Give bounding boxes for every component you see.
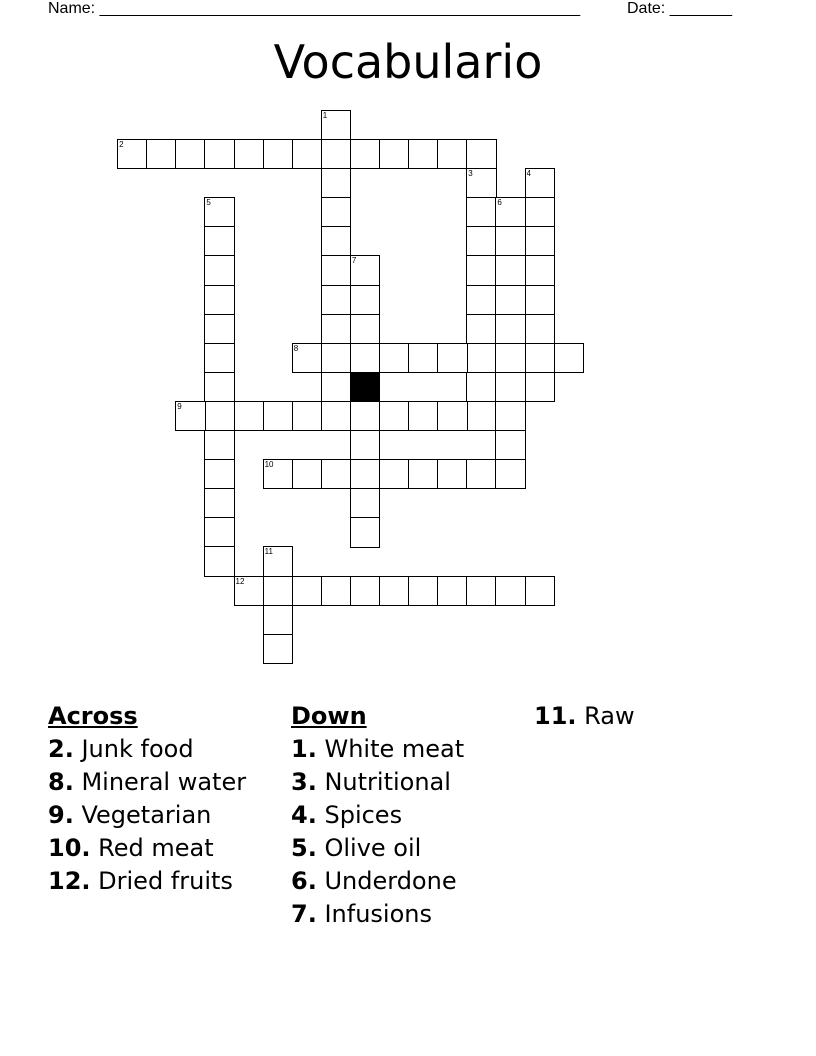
crossword-cell[interactable] <box>204 430 234 460</box>
crossword-cell[interactable] <box>495 459 525 489</box>
crossword-cell[interactable] <box>466 459 496 489</box>
clue-item <box>48 799 253 832</box>
clue-item <box>534 700 739 733</box>
down-clue-list-continued <box>534 700 739 733</box>
crossword-cell[interactable] <box>321 343 351 373</box>
crossword-cell[interactable] <box>495 576 525 606</box>
clue-item-number: 7. <box>291 900 317 928</box>
clue-item-text: Dried fruits <box>98 867 233 895</box>
crossword-cell[interactable] <box>350 139 380 169</box>
clue-item <box>48 733 253 766</box>
crossword-cell[interactable] <box>495 401 525 431</box>
crossword-cell[interactable] <box>204 546 234 576</box>
date-field-label: Date: _______ <box>627 0 732 17</box>
crossword-cell[interactable] <box>321 459 351 489</box>
crossword-cell[interactable] <box>292 576 322 606</box>
clue-number-11: 11 <box>264 547 273 557</box>
crossword-cell[interactable] <box>350 430 380 460</box>
crossword-cell[interactable] <box>204 343 234 373</box>
crossword-cell[interactable] <box>379 139 409 169</box>
crossword-cell[interactable] <box>495 285 525 315</box>
crossword-cell[interactable] <box>379 576 409 606</box>
crossword-cell[interactable] <box>495 372 525 402</box>
clue-item-text: Red meat <box>98 834 214 862</box>
crossword-cell[interactable] <box>525 372 555 402</box>
crossword-cell[interactable] <box>321 255 351 285</box>
clue-number-9: 9 <box>177 401 182 411</box>
crossword-cell[interactable] <box>408 459 438 489</box>
crossword-cell[interactable] <box>234 139 264 169</box>
clue-item-text: Infusions <box>324 900 432 928</box>
black-square <box>350 372 380 402</box>
crossword-cell[interactable] <box>321 314 351 344</box>
clue-item <box>48 766 253 799</box>
crossword-cell[interactable] <box>292 459 322 489</box>
crossword-cell[interactable] <box>495 314 525 344</box>
clue-item-number: 8. <box>48 768 74 796</box>
clue-item <box>291 898 496 931</box>
clue-item-number: 6. <box>291 867 317 895</box>
crossword-cell[interactable] <box>350 314 380 344</box>
crossword-cell[interactable] <box>495 430 525 460</box>
crossword-cell[interactable] <box>204 401 234 431</box>
crossword-cell[interactable] <box>525 343 555 373</box>
crossword-cell[interactable] <box>466 576 496 606</box>
clue-item <box>291 865 496 898</box>
clue-item-text: Mineral water <box>81 768 247 796</box>
crossword-cell[interactable] <box>350 285 380 315</box>
crossword-cell[interactable] <box>379 459 409 489</box>
across-heading: Across <box>48 702 138 730</box>
down-heading: Down <box>291 702 367 730</box>
crossword-cell[interactable] <box>379 343 409 373</box>
crossword-cell[interactable] <box>525 226 555 256</box>
clue-item <box>291 799 496 832</box>
crossword-cell[interactable] <box>204 226 234 256</box>
crossword-cell[interactable] <box>408 343 438 373</box>
crossword-cell[interactable] <box>466 255 496 285</box>
crossword-cell[interactable] <box>263 605 293 635</box>
crossword-cell[interactable] <box>379 401 409 431</box>
crossword-cell[interactable] <box>466 197 496 227</box>
clue-item-number: 9. <box>48 801 74 829</box>
crossword-cell[interactable] <box>466 372 496 402</box>
crossword-cell[interactable] <box>321 285 351 315</box>
clue-item-number: 11. <box>534 702 577 730</box>
crossword-cell[interactable] <box>350 401 380 431</box>
crossword-cell[interactable] <box>525 576 555 606</box>
crossword-cell[interactable] <box>554 343 584 373</box>
crossword-cell[interactable] <box>263 139 293 169</box>
clue-item-text: Junk food <box>81 735 194 763</box>
crossword-cell[interactable] <box>437 343 467 373</box>
crossword-cell[interactable] <box>204 372 234 402</box>
page-title: Vocabulario <box>273 35 543 89</box>
clue-item-text: Vegetarian <box>81 801 212 829</box>
crossword-cell[interactable] <box>525 255 555 285</box>
crossword-cell[interactable] <box>263 576 293 606</box>
clue-item-text: Spices <box>324 801 403 829</box>
crossword-cell[interactable] <box>350 459 380 489</box>
clue-number-2: 2 <box>119 140 124 149</box>
clue-item-text: White meat <box>324 735 465 763</box>
crossword-cell[interactable] <box>495 343 525 373</box>
clue-number-8: 8 <box>293 343 299 353</box>
crossword-cell[interactable] <box>321 576 351 606</box>
crossword-cell[interactable] <box>466 139 496 169</box>
clue-number-3: 3 <box>468 169 473 179</box>
clue-item <box>291 766 496 799</box>
clue-item-number: 3. <box>291 768 317 796</box>
crossword-cell[interactable] <box>263 634 293 664</box>
crossword-cell[interactable] <box>204 517 234 547</box>
crossword-cell[interactable] <box>204 139 234 169</box>
crossword-cell[interactable] <box>525 285 555 315</box>
crossword-cell[interactable] <box>466 226 496 256</box>
across-clues <box>48 700 253 898</box>
crossword-cell[interactable] <box>437 139 467 169</box>
crossword-cell[interactable] <box>204 255 234 285</box>
clue-number-6: 6 <box>497 198 502 208</box>
clue-item-text: Olive oil <box>324 834 422 862</box>
clue-item-text: Underdone <box>324 867 457 895</box>
crossword-cell[interactable] <box>408 401 438 431</box>
clue-item <box>291 832 496 865</box>
crossword-cell[interactable] <box>321 372 351 402</box>
crossword-cell[interactable] <box>175 139 205 169</box>
clue-number-5: 5 <box>206 198 211 208</box>
clue-item <box>291 733 496 766</box>
across-clue-list <box>48 733 253 898</box>
crossword-cell[interactable] <box>437 401 467 431</box>
clue-item <box>48 865 253 898</box>
crossword-cell[interactable] <box>204 314 234 344</box>
clue-item-text: Nutritional <box>324 768 451 796</box>
crossword-cell[interactable] <box>466 343 496 373</box>
crossword-cell[interactable] <box>321 139 351 169</box>
crossword-cell[interactable] <box>204 488 234 518</box>
clue-item-text: Raw <box>584 702 635 730</box>
clue-number-1: 1 <box>322 110 328 120</box>
clue-number-7: 7 <box>351 256 357 266</box>
crossword-cell[interactable] <box>437 459 467 489</box>
crossword-cell[interactable] <box>495 226 525 256</box>
clue-item-number: 2. <box>48 735 74 763</box>
clue-number-10: 10 <box>264 460 274 470</box>
crossword-cell[interactable] <box>495 255 525 285</box>
name-field-label: Name: ______________________________________________________ <box>48 0 581 17</box>
crossword-cell[interactable] <box>321 168 351 198</box>
crossword-cell[interactable] <box>466 401 496 431</box>
crossword-cell[interactable] <box>408 576 438 606</box>
crossword-cell[interactable] <box>437 576 467 606</box>
clue-item-number: 4. <box>291 801 317 829</box>
crossword-cell[interactable] <box>350 343 380 373</box>
crossword-cell[interactable] <box>292 139 322 169</box>
clue-item-number: 10. <box>48 834 91 862</box>
clue-item-number: 1. <box>291 735 317 763</box>
crossword-cell[interactable] <box>263 401 293 431</box>
worksheet-header <box>0 0 816 20</box>
crossword-cell[interactable] <box>350 576 380 606</box>
clue-number-4: 4 <box>526 169 531 179</box>
crossword-cell[interactable] <box>350 517 380 547</box>
down-clue-list <box>291 733 496 931</box>
crossword-cell[interactable] <box>146 139 176 169</box>
crossword-cell[interactable] <box>466 314 496 344</box>
clue-number-12: 12 <box>235 576 245 586</box>
crossword-cell[interactable] <box>321 401 351 431</box>
down-clues <box>291 700 496 931</box>
crossword-cell[interactable] <box>234 401 264 431</box>
crossword-cell[interactable] <box>525 314 555 344</box>
down-clues-continued <box>534 700 739 733</box>
clue-item <box>48 832 253 865</box>
clue-item-number: 5. <box>291 834 317 862</box>
crossword-cell[interactable] <box>525 197 555 227</box>
crossword-cell[interactable] <box>408 139 438 169</box>
clue-item-number: 12. <box>48 867 91 895</box>
crossword-cell[interactable] <box>321 197 351 227</box>
crossword-cell[interactable] <box>466 285 496 315</box>
crossword-cell[interactable] <box>204 285 234 315</box>
crossword-cell[interactable] <box>321 226 351 256</box>
crossword-cell[interactable] <box>350 488 380 518</box>
crossword-cell[interactable] <box>292 401 322 431</box>
crossword-cell[interactable] <box>204 459 234 489</box>
